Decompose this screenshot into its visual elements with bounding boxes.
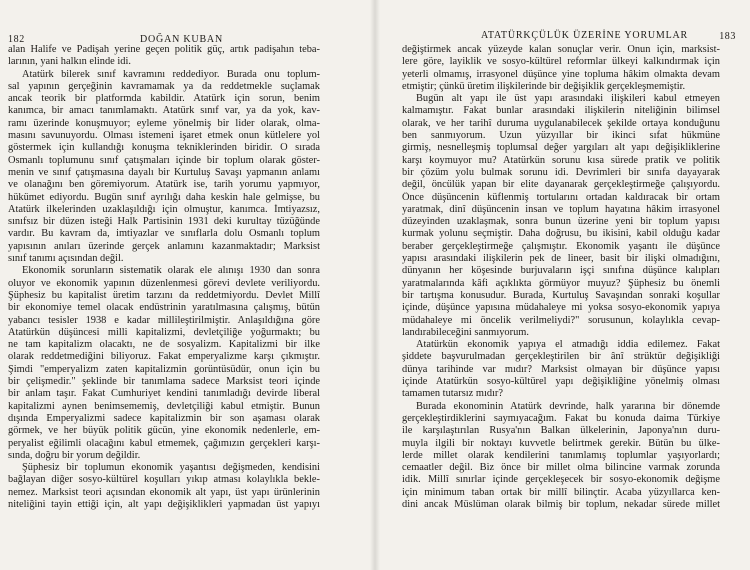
text-line: Atatürkün ekonomik yapıya el atmadığı iddia edilemez. Fakat [416, 339, 720, 351]
text-line: göstermek için kullandığı konuşma tekniklerinden biridir. O sırada [8, 142, 320, 154]
text-line: ve olanağını ben göremiyorum. Atatürk ise, tarih yorumu yapmıyor, [8, 179, 320, 191]
text-line: Atatürk ilkelerinden uzaklaşıldığı için olmuştur, kanımca. İmtiyazsız, [8, 203, 320, 215]
text-line: kapitalizmi aynen benimsememiş, devletçiliği kabul etmiştir. Bunun [8, 400, 320, 412]
text-line: bir tartışma konusudur. Burada, Kurtuluş Savaşından sonraki koşullar [402, 289, 720, 301]
left-page-text [8, 44, 365, 511]
text-line: değiştirmek ancak yüzeyde kalan sonuçlar verir. Onun için, marksist- [402, 44, 720, 55]
text-line: hükümet ediyordu. Bugün sınıf ayrılığı daha keskin hale gelmişse, bu [8, 191, 320, 203]
text-line: bağlayan diğer sosyo-kültürel koşulları yıkıp atması kolaylıkla bekle- [8, 474, 320, 486]
text-line: sal yapının gerçeğinin kavramamak ya da reddetmekle suçlamak [8, 80, 320, 92]
left-page-number: 182 [8, 34, 25, 45]
text-line: masını savunuyordu. Olması istemeni işaret etmek onun kütlelere yol [8, 130, 320, 142]
text-line: beraber gerçekleştirmeğe çalışmıştır. Ekonomik yaşantı ile düşünce [402, 240, 720, 252]
text-line: Atatürkün düşüncesi milli kapitalizmi, devletçiliğe yoğurmaktı; bu [8, 326, 320, 338]
text-line: menin ve sınıf çatışmasına dayalı bir Kurtuluş Savaşı yapmanın anlamı [8, 166, 320, 178]
text-line: Şimdi "emperyalizm zaten kapitalizmin gorüntüsüdür, onun için bu [8, 363, 320, 375]
text-line: Şüphesiz bir toplumun ekonomik yaşantısı değişmeden, kendisini [22, 462, 320, 474]
text-line: kanımca, bir amacı tanımlamaktı. Atatürk sınıf var, ya da yok, kav- [8, 105, 320, 117]
text-line: Atatürk bilerek sınıf kavramını reddediyor. Burada onu toplum- [22, 68, 320, 80]
right-page-header [402, 24, 736, 40]
text-line: nemez. Marksist teori açısından ekonomik alt yapı, üst yapı ürünlerinin [8, 486, 320, 498]
text-line: dışında Emperyalizmi sadece kapitalizmin bir son aşaması olarak [8, 412, 320, 424]
text-line: oluyor ve ekonomik yapının düzenlenmesi görevi devlete veriliyordu. [8, 277, 320, 289]
right-running-head: ATATÜRKÇÜLÜK ÜZERİNE YORUMLAR [481, 30, 689, 41]
text-line: ramı üzerinde konuşmuyor; eyleme yönelmiş bir lider olarak, olma- [8, 117, 320, 129]
text-line: olarak, ve her tarihî duruma uygulanabilecek şekilde ortaya konduğunu [402, 117, 720, 129]
text-line: lere göre, layiklik ve sosyo-kültürel reformlar ülkeyi kalkındırmak için [402, 56, 720, 68]
text-line: sınıfsız bir düzen isteği Halk Partisinin 1931 deki kurultay tüzüğünde [8, 216, 320, 228]
text-line: değil, öncülük yapan bir elite dayanarak gerçekleştirmeğe çalışıyordu. [402, 179, 720, 191]
text-line: için minimum taban ortak bir millî bilinçtir. Acaba yüzyıllarca ken- [402, 486, 720, 498]
text-line: olarak reddetmediğini biliyoruz. Fakat emperyalizme karşı çıkmıştır. [8, 351, 320, 363]
text-line: Osmanlı toplumunu sınıf çatışmaları içinde bir toplum olarak göster- [8, 154, 320, 166]
text-line: sında, doğru bir yorum değildir. [8, 449, 141, 461]
text-line: bir anlam taşır. Fakat Cumhuriyet kendini tanımladığı devirde liberal [8, 388, 320, 400]
text-line: karşı koymuyor mu? Atatürkün sorunu kısa sürede pratik ve politik [402, 154, 720, 166]
text-line: içinde Atatürkün sosyo-kültürel yapı değişikliğine yönelmiş olması [402, 376, 720, 388]
text-line: alan Halife ve Padişah yerine geçen politik güç, artık padişahın teba- [8, 44, 320, 55]
text-line: vardır. Bu kavram da, imtiyazlar ve sınıflarla dolu Osmanlı toplum [8, 228, 320, 240]
text-line: muyla ilgili bir noktayı kuvvetle belirtmek gerekir. Bütün bu ülke- [402, 437, 720, 449]
text-line: yeterli olmamış, irrasyonel düşünce yine topluma hâkim olmakta devam [402, 68, 720, 80]
text-line: ne tam kapitalizm olacaktı, ne de sosyalizm. Kapitalizmi bir ilke [8, 339, 320, 351]
text-line: larının, yani halkın elinde idi. [8, 56, 131, 68]
text-line: yapısının anıları üzerinde gerçek anlamını kazanmaktadır; Marksist [8, 240, 320, 252]
text-line: tamamen tutarsız mıdır? [402, 388, 503, 400]
text-line: Bugün alt yapı ile üst yapı arasındaki ilişkileri kabul etmeyen [416, 93, 720, 105]
text-line: dünyanın her köşesinde burjuvaların işçi sınıfına düşünce kalıpları [402, 265, 720, 277]
text-line: Önce düşüncenin küflenmiş tortularını ortadan kaldıracak bir ortam [402, 191, 720, 203]
text-line: sınıf tanımı açısından değil. [8, 253, 124, 265]
text-line: bir çözüm yolu bulmak sorunu idi. Devrimleri bir sınıfa dayayarak [402, 166, 720, 178]
text-line: ben sanmıyorum. Uzun yüzyıllar bir ikinci sıfat hükmüne [402, 130, 720, 142]
text-line: ancak teorik bir platformda kabildir. Atatürk için sorun, benim [8, 93, 320, 105]
text-line: Burada ekonominin Atatürk devrinde, halk yararına bir dönemde [416, 400, 720, 412]
text-line: idik. Millî sınırlar içinde gerçekleşecek bir sosyo-ekonomik değişme [402, 474, 720, 486]
text-line: gerçekleştirdiklerini saymıyacağım. Fakat bu konuda daima Türkiye [402, 412, 720, 424]
text-line: kalmamıştır. Fakat bunlar arasındaki ilişkilerin niteliğinin bilimsel [402, 105, 720, 117]
text-line: landırabileceğini sanmıyorum. [402, 326, 529, 338]
text-line: şiddete başvurulmadan gerçekleştirilen bir ânî strüktür değişikliği [402, 351, 720, 363]
text-line: Şüphesiz bu kapitalist üretim tarzını da reddetmiyordu. Devlet Millî [8, 289, 320, 301]
text-line: dünya tarihinde var mıdır? Marksist olmayan bir düşünce yapısı [402, 363, 720, 375]
text-line: kurmak yolunu seçmiştir. Daha doğrusu, bu ikisini, kabil olduğu kadar [402, 228, 720, 240]
text-line: görmek, ve her büyük politik gücün, yine ekonomik nedenlerle, em- [8, 425, 320, 437]
text-line: ile karşılaştırılan Rusya'nın Balkan ülkelerinin, Japonya'nın duru- [402, 425, 720, 437]
right-page [375, 0, 750, 570]
text-line: yabancı tesisler 1938 e kadar millileştirilmiştir. Anlaşıldığına göre [8, 314, 320, 326]
right-page-text [402, 44, 736, 511]
left-running-head: DOĞAN KUBAN [140, 34, 223, 45]
text-line: yaratmak, dinî düşüncenin insan ve toplum hayatına hâkim irrasyonel [402, 203, 720, 215]
text-line: peryalist eğilimli olacağını kabul etmemek, çağımızın gerçekleri karşı- [8, 437, 320, 449]
text-line: niteliğini tayin ettiği için, alt yapı değişiklikleri yapmadan üst yapıyı [8, 498, 320, 510]
text-line: bir çelişmedir." şeklinde bir tanımlama sadece Marksist teori içinde [8, 376, 320, 388]
text-line: bir ekonomiye temel olacak endüstrinin yaratılmasına çalışmış, bütün [8, 302, 320, 314]
right-page-number: 183 [719, 31, 736, 42]
text-line: yaratmalarında kâfi açıklıkta görmüyor muyuz? Şüphesiz bu önemli [402, 277, 720, 289]
text-line: içinde, düşünce yapısına müdahaleye mi yoksa sosyo-ekonomik yapıya [402, 302, 720, 314]
text-line: yapısı arasındaki ilişkilerin pek de lineer, basit bir ilişki olmadığını, [402, 253, 720, 265]
text-line: girmiş, nesnelleşmiş toplumsal değer yargıları alt yapı değişikliklerine [402, 142, 720, 154]
text-line: lerde millet olarak kendilerini tanımlamış toplumlar yaşıyorlardı; [402, 449, 720, 461]
text-line: Ekonomik sorunların sistematik olarak ele alınışı 1930 dan sonra [22, 265, 320, 277]
text-line: dini ancak Müslüman olarak bilmiş bir toplum, nekadar sürede millet [402, 498, 720, 510]
text-line: müdahaleye mi öncelik verilmeliydi?" sorusunun, kolaylıkla cevap- [402, 314, 720, 326]
text-line: etmiştir; çünkü üretim ilişkilerinde bir değişiklik gerçekleşmemiştir. [402, 80, 686, 92]
left-page-header [8, 24, 365, 45]
text-line: düzeyinden uzaklaşmak, sonra bunun üzerine yeni bir toplum yapısı [402, 216, 720, 228]
text-line: cemaatler değil. Biz önce bir millet olma bilincine varmak zorunda [402, 462, 720, 474]
